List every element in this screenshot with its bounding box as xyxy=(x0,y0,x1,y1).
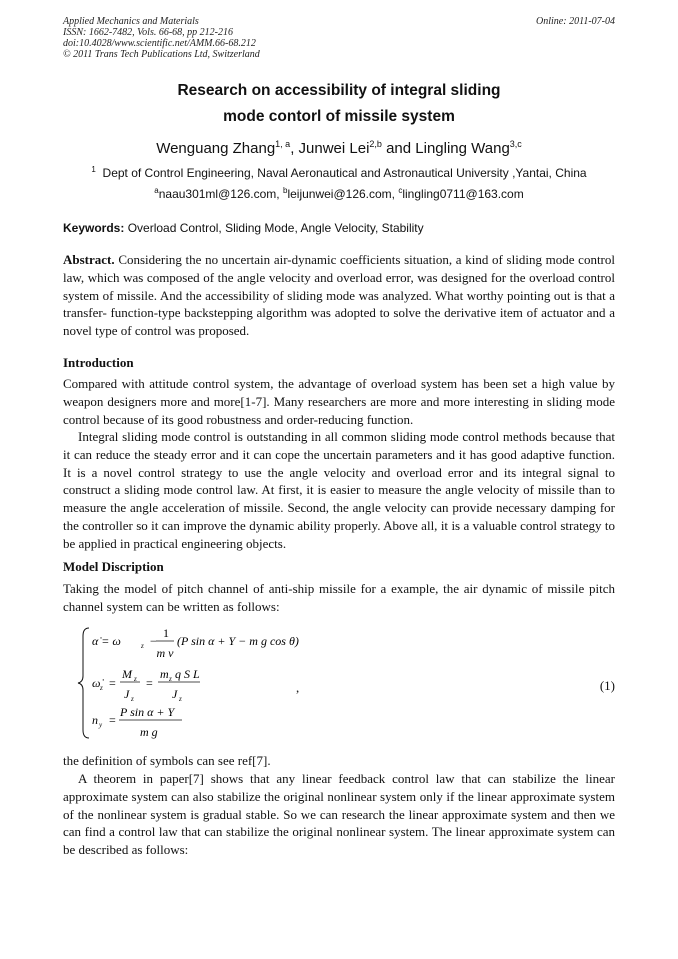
model-paragraph-2: the definition of symbols can see ref[7]. xyxy=(63,753,271,768)
eq-row1-frac-num: 1 xyxy=(163,626,169,640)
eq-row3-frac-num: P sin α + Y xyxy=(120,705,175,719)
eq-row1-lhs-sub: z xyxy=(141,642,144,650)
email-b: leijunwei@126.com, xyxy=(287,187,399,201)
affiliation-sup: 1 xyxy=(91,165,96,174)
abstract xyxy=(63,251,615,340)
email-b-sup: b xyxy=(282,186,288,195)
author-3-sup: 3,c xyxy=(509,139,522,149)
model-paragraph-3: A theorem in paper[7] shows that any linear feedback control law that can stabilize the linear approximate system can also stabilize the original nonlinear system only if the linear approximate system of the nonlinear system is gradual stable. So we can research the linear approximate system and then we can find a control law that can stabilize the original nonlinear system. The linear approximate system can be described as follows: xyxy=(63,771,615,858)
eq-row2-f2-num: m xyxy=(160,667,169,681)
equation-1 xyxy=(80,624,615,742)
equation-number: (1) xyxy=(599,678,615,693)
eq-row2-eq: = xyxy=(109,676,116,690)
eq-row2-f1-den-sub: z xyxy=(131,695,134,703)
equation-comma: , xyxy=(296,680,300,695)
doi-line: doi:10.4028/www.scientific.net/AMM.66-68.212 xyxy=(63,38,256,49)
author-sep-2: and Lingling Wang xyxy=(381,140,510,157)
title-line-1: Research on accessibility of integral sliding xyxy=(177,82,501,99)
eq-row2-lhs: ω̇ xyxy=(92,676,101,690)
email-c: lingling0711@163.com xyxy=(402,187,524,201)
title-line-2: mode contorl of missile system xyxy=(223,108,455,125)
eq-row2-f2-num-sub: z xyxy=(169,675,172,683)
author-1-name: Wenguang Zhang xyxy=(156,140,276,157)
introduction-heading: Introduction xyxy=(63,355,134,370)
eq-row2-f2-den-sub: z xyxy=(179,695,182,703)
left-brace xyxy=(78,628,89,738)
journal-header xyxy=(63,16,260,60)
eq-row1-lhs: α̇ = ω xyxy=(92,634,121,648)
eq-row1-rhs: (P sin α + Y − m g cos θ) xyxy=(177,634,299,648)
eq-row2-f2-den: J xyxy=(172,687,178,701)
email-a: naau301ml@126.com, xyxy=(158,187,283,201)
abstract-text: Considering the no uncertain air-dynamic coefficients situation, a kind of sliding mode control law, which was composed of the angle velocity and overload error, was designed for the overload control system of missile. And the accessibility of sliding mode was analyzed. What worthy pointing out is that a transfer- function-type backstepping algorithm was adopted to solve the derivative item of actuator and a novel type of control was proposed. xyxy=(63,252,615,339)
eq-row2-f1-num-sub: z xyxy=(134,675,137,683)
keywords-text: Overload Control, Sliding Mode, Angle Velocity, Stability xyxy=(124,221,424,235)
online-date: Online: 2011-07-04 xyxy=(536,16,615,27)
eq-row3-lhs: n xyxy=(92,713,98,727)
eq-row1-frac-den: m v xyxy=(156,646,174,660)
copyright-line: © 2011 Trans Tech Publications Ltd, Switzerland xyxy=(63,49,260,60)
paper-title xyxy=(0,79,678,129)
equation-1-svg xyxy=(80,624,340,742)
email-list xyxy=(0,186,678,201)
author-2-sup: 2,b xyxy=(369,139,382,149)
keywords-label: Keywords: xyxy=(63,221,125,235)
affiliation-text: Dept of Control Engineering, Naval Aeronautical and Astronautical University ,Yantai, China xyxy=(102,166,587,180)
eq-row3-eq: = xyxy=(109,713,116,727)
author-list xyxy=(0,139,678,157)
introduction-paragraph-2: Integral sliding mode control is outstanding in all common sliding mode control methods because that it can reduce the steady error and it can cope the uncertain parameters and it has good adaptive function. It is a novel control strategy to use the angle velocity and overload error and its integral signal to construct a sliding mode control law. At first, it is easier to measure the angle velocity of missile than to measure the angle acceleration of missile. Second, the angle velocity can provide necessary damping for the controller so it can improve the dynamic ability properly. Above all, it is a valuable control strategy to be applied in practical engineering objects. xyxy=(63,429,615,551)
eq-row2-f2-num-rest: q S L xyxy=(175,667,200,681)
journal-name: Applied Mechanics and Materials xyxy=(63,16,199,27)
model-paragraph-1: Taking the model of pitch channel of anti-ship missile for a example, the air dynamic of missile pitch channel system can be written as follows: xyxy=(63,581,615,614)
model-heading: Model Discription xyxy=(63,559,164,574)
eq-row2-f1-den: J xyxy=(124,687,130,701)
email-c-sup: c xyxy=(398,186,403,195)
issn-line: ISSN: 1662-7482, Vols. 66-68, pp 212-216 xyxy=(63,27,233,38)
eq-row2-f1-num: M xyxy=(122,667,132,681)
author-sep-1: , Junwei Lei xyxy=(290,140,370,157)
introduction-paragraph-1: Compared with attitude control system, the advantage of overload system has been set a high value by weapon designers more and more[1-7]. Many researchers are more and more interesting in sliding mode control because of its good robustness and order-reducing function. xyxy=(63,376,615,427)
email-a-sup: a xyxy=(154,186,159,195)
abstract-label: Abstract. xyxy=(63,252,115,267)
eq-row3-lhs-sub: y xyxy=(99,721,103,729)
eq-row2-eq2: = xyxy=(146,676,153,690)
author-1-sup: 1, a xyxy=(275,139,291,149)
affiliation xyxy=(0,165,678,180)
keywords xyxy=(63,221,615,235)
eq-row3-frac-den: m g xyxy=(140,725,158,739)
eq-row2-lhs-sub: z xyxy=(100,684,103,692)
eq-row1-minus: − xyxy=(150,634,157,648)
